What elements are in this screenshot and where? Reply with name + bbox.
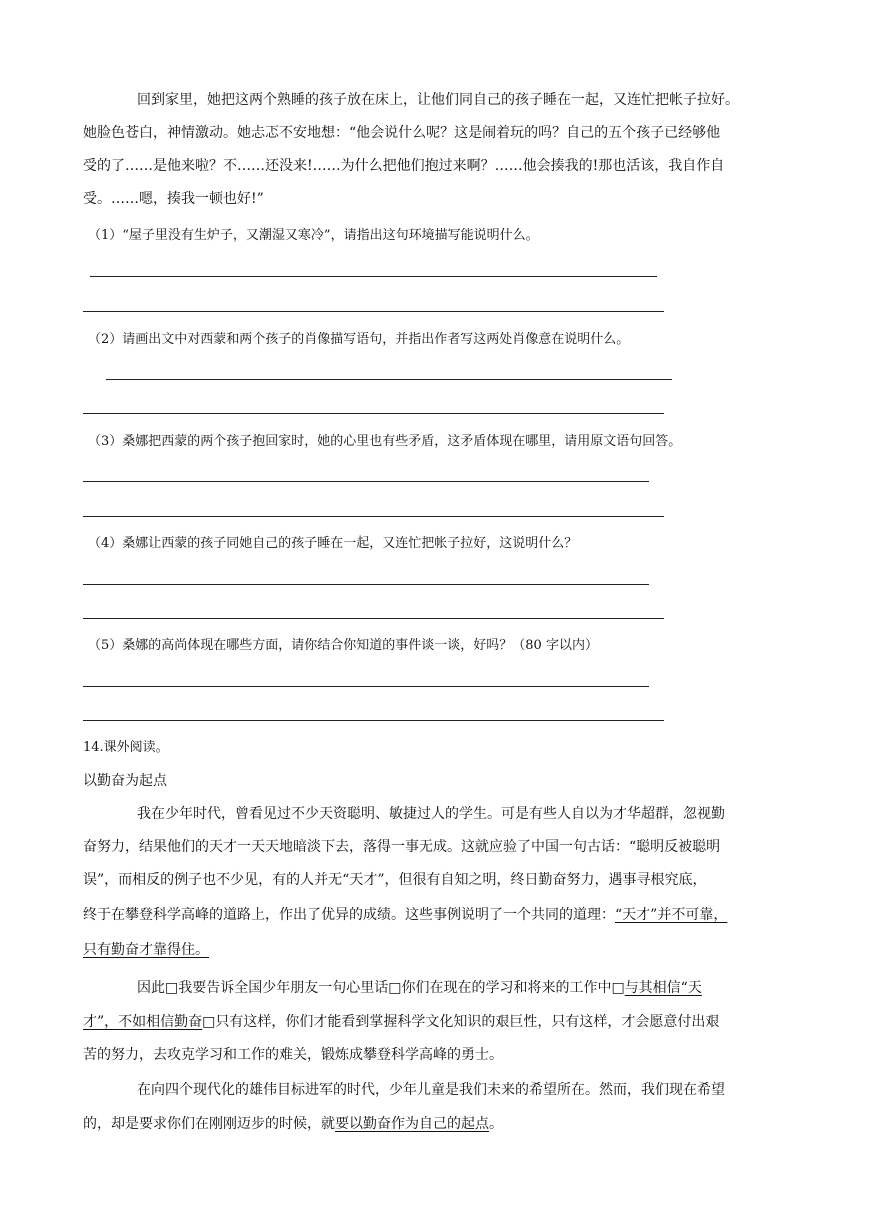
question-4: （4）桑娜让西蒙的孩子同她自己的孩子睡在一起，又连忙把帐子拉好，这说明什么？ — [88, 536, 578, 551]
answer-line[interactable] — [83, 584, 649, 585]
underlined-sentence: 要以勤奋作为自己的起点 — [335, 1116, 489, 1132]
paragraph-line — [137, 978, 702, 998]
text-segment: □只有这样，你们才能看到掌握科学文化知识的艰巨性，只有这样，才会愿意付出艰 — [202, 1014, 720, 1030]
paragraph-line — [83, 905, 727, 925]
answer-line[interactable] — [83, 413, 664, 414]
paragraph-line: 奋努力，结果他们的天才一天天地暗淡下去，落得一事无成。这就应验了中国一句古话：“聪明反被聪明 — [83, 839, 721, 855]
answer-line[interactable] — [83, 686, 649, 687]
question-3: （3）桑娜把西蒙的两个孩子抱回家时，她的心里也有些矛盾，这矛盾体现在哪里，请用原文语句回答。 — [88, 434, 682, 449]
paragraph-line: 我在少年时代，曾看见过不少天资聪明、敏捷过人的学生。可是有些人自以为才华超群，忽视勤 — [137, 806, 725, 822]
answer-line[interactable] — [106, 379, 672, 380]
answer-line[interactable] — [83, 516, 664, 517]
answer-line[interactable] — [83, 481, 649, 482]
passage-line: 她脸色苍白，神情激动。她忐忑不安地想：“他会说什么呢？这是闹着玩的吗？自己的五个孩子已经够他 — [83, 125, 721, 141]
paragraph-line: 误”，而相反的例子也不少见，有的人并无“天才”，但很有自知之明，终日勤奋努力，遇事寻根究底， — [83, 872, 707, 888]
text-segment: 因此□我要告诉全国少年朋友一句心里话□你们在现在的学习和将来的工作中□ — [137, 980, 625, 996]
question-2: （2）请画出文中对西蒙和两个孩子的肖像描写语句，并指出作者写这两处肖像意在说明什么。 — [88, 332, 630, 347]
passage-line: 受的了……是他来啦？不……还没来!……为什么把他们抱过来啊？……他会揍我的!那也活该，我自作自 — [83, 158, 725, 174]
answer-line[interactable] — [83, 618, 664, 619]
text-segment: 的，却是要求你们在刚刚迈步的时候，就 — [83, 1116, 335, 1132]
paragraph-line: 在向四个现代化的雄伟目标进军的时代，少年儿童是我们未来的希望所在。然而，我们现在希望 — [137, 1082, 725, 1098]
paragraph-line — [83, 1114, 503, 1134]
passage-line: 受。……嗯，揍我一顿也好!” — [83, 191, 264, 207]
underlined-sentence: 与其相信“天 — [624, 980, 702, 996]
paragraph-line — [83, 940, 209, 960]
article-title: 以勤奋为起点 — [83, 773, 167, 789]
underlined-sentence: “天才”并不可靠， — [615, 907, 728, 923]
passage-line: 回到家里，她把这两个熟睡的孩子放在床上，让他们同自己的孩子睡在一起，又连忙把帐子拉好。 — [137, 92, 739, 108]
question-1: （1）“屋子里没有生炉子，又潮湿又寒冷”，请指出这句环境描写能说明什么。 — [88, 228, 539, 243]
underlined-sentence: 只有勤奋才靠得住。 — [83, 942, 209, 958]
paragraph-line — [83, 1012, 719, 1032]
answer-line[interactable] — [83, 720, 664, 721]
text-segment: 。 — [489, 1116, 503, 1132]
question-5: （5）桑娜的高尚体现在哪些方面，请你结合你知道的事件谈一谈，好吗？（80 字以内） — [88, 638, 598, 653]
text-segment: 终于在攀登科学高峰的道路上，作出了优异的成绩。这些事例说明了一个共同的道理： — [83, 907, 615, 923]
answer-line[interactable] — [90, 276, 657, 277]
paragraph-line: 苦的努力，去攻克学习和工作的难关，锻炼成攀登科学高峰的勇士。 — [83, 1047, 503, 1063]
answer-line[interactable] — [83, 311, 664, 312]
section-heading: 14.课外阅读。 — [83, 740, 169, 755]
underlined-sentence: 才”，不如相信勤奋 — [83, 1014, 203, 1030]
